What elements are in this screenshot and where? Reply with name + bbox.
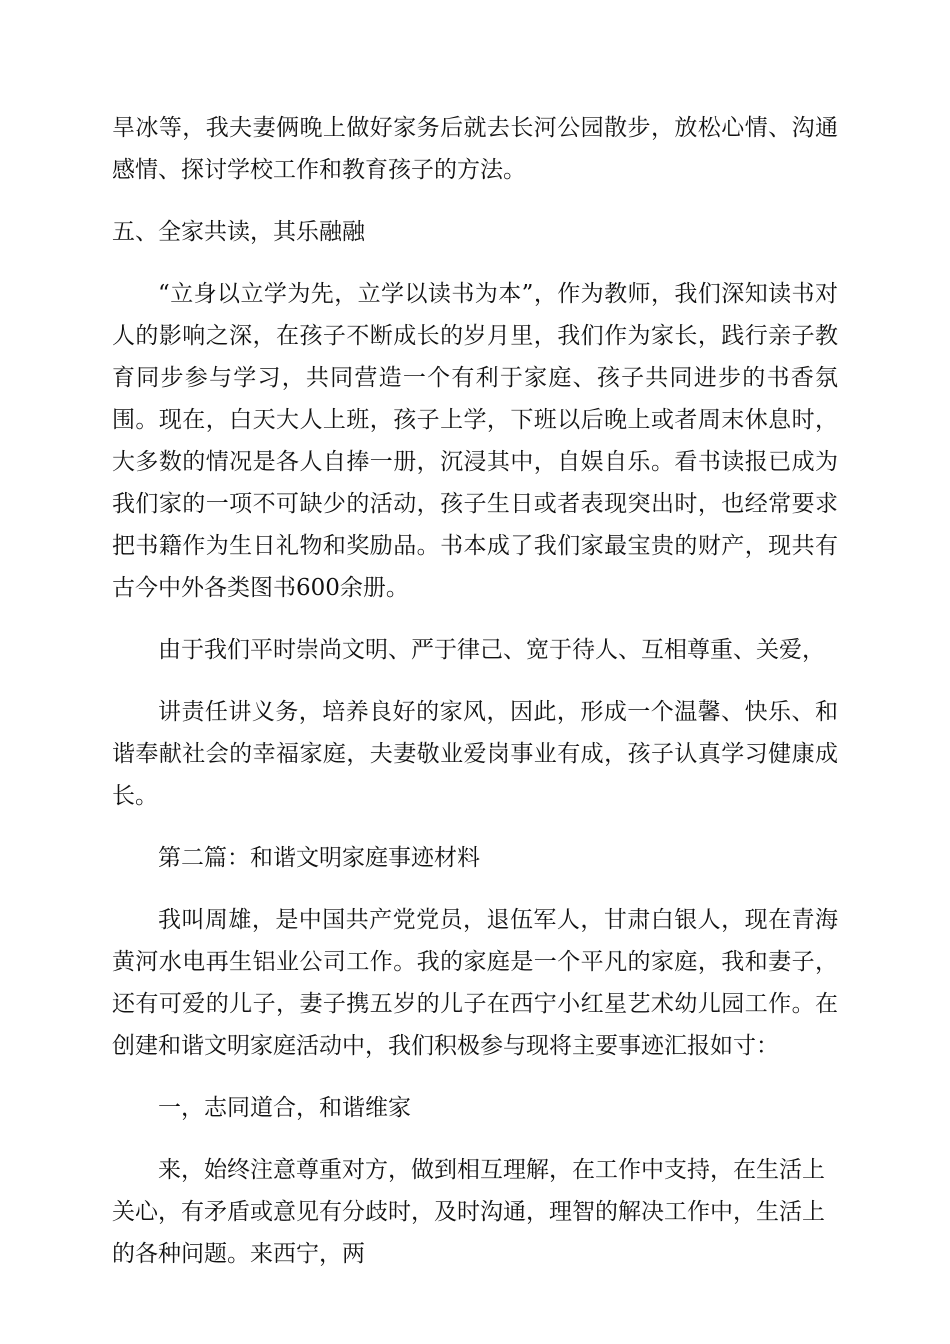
paragraph-reading: “立身以立学为先，立学以读书为本”，作为教师，我们深知读书对人的影响之深，在孩子不断成长的岁月里，我们作为家长，践行亲子教育同步参与学习，共同营造一个有利于家庭、孩子共同进步的书香氛围。现在，白天大人上班，孩子上学，下班以后晚上或者周末休息时，大多数的情况是各人自捧一册，沉浸其中，自娱自乐。看书读报已成为我们家的一项不可缺少的活动，孩子生日或者表现突出时，也经常要求把书籍作为生日礼物和奖励品。书本成了我们家最宝贵的财产，现共有古今中外各类图书600余册。 <box>112 281 838 601</box>
chapter-heading-two: 第二篇：和谐文明家庭事迹材料 <box>158 845 480 871</box>
paragraph-continuation: 旱冰等，我夫妻俩晚上做好家务后就去长河公园散步，放松心情、沟通感情、探讨学校工作和教育孩子的方法。 <box>112 115 838 183</box>
paragraph-family-style: 讲责任讲义务，培养良好的家风，因此，形成一个温馨、快乐、和谐奉献社会的幸福家庭，夫妻敬业爱岗事业有成，孩子认真学习健康成长。 <box>112 699 838 809</box>
section-heading-one: 一，志同道合，和谐维家 <box>158 1095 411 1121</box>
paragraph-mutual-respect: 来，始终注意尊重对方，做到相互理解，在工作中支持，在生活上关心，有矛盾或意见有分歧时，及时沟通，理智的解决工作中，生活上的各种问题。来西宁，两 <box>112 1157 825 1267</box>
paragraph-introduction: 我叫周雄，是中国共产党党员，退伍军人，甘肃白银人，现在青海黄河水电再生铝业公司工作。我的家庭是一个平凡的家庭，我和妻子，还有可爱的儿子，妻子携五岁的儿子在西宁小红星艺术幼儿园工作。在创建和谐文明家庭活动中，我们积极参与现将主要事迹汇报如寸： <box>112 907 838 1059</box>
paragraph-civilization: 由于我们平时崇尚文明、严于律己、宽于待人、互相尊重、关爱， <box>158 637 825 663</box>
document-body <box>112 107 838 1295</box>
section-heading-five: 五、全家共读，其乐融融 <box>112 219 365 245</box>
